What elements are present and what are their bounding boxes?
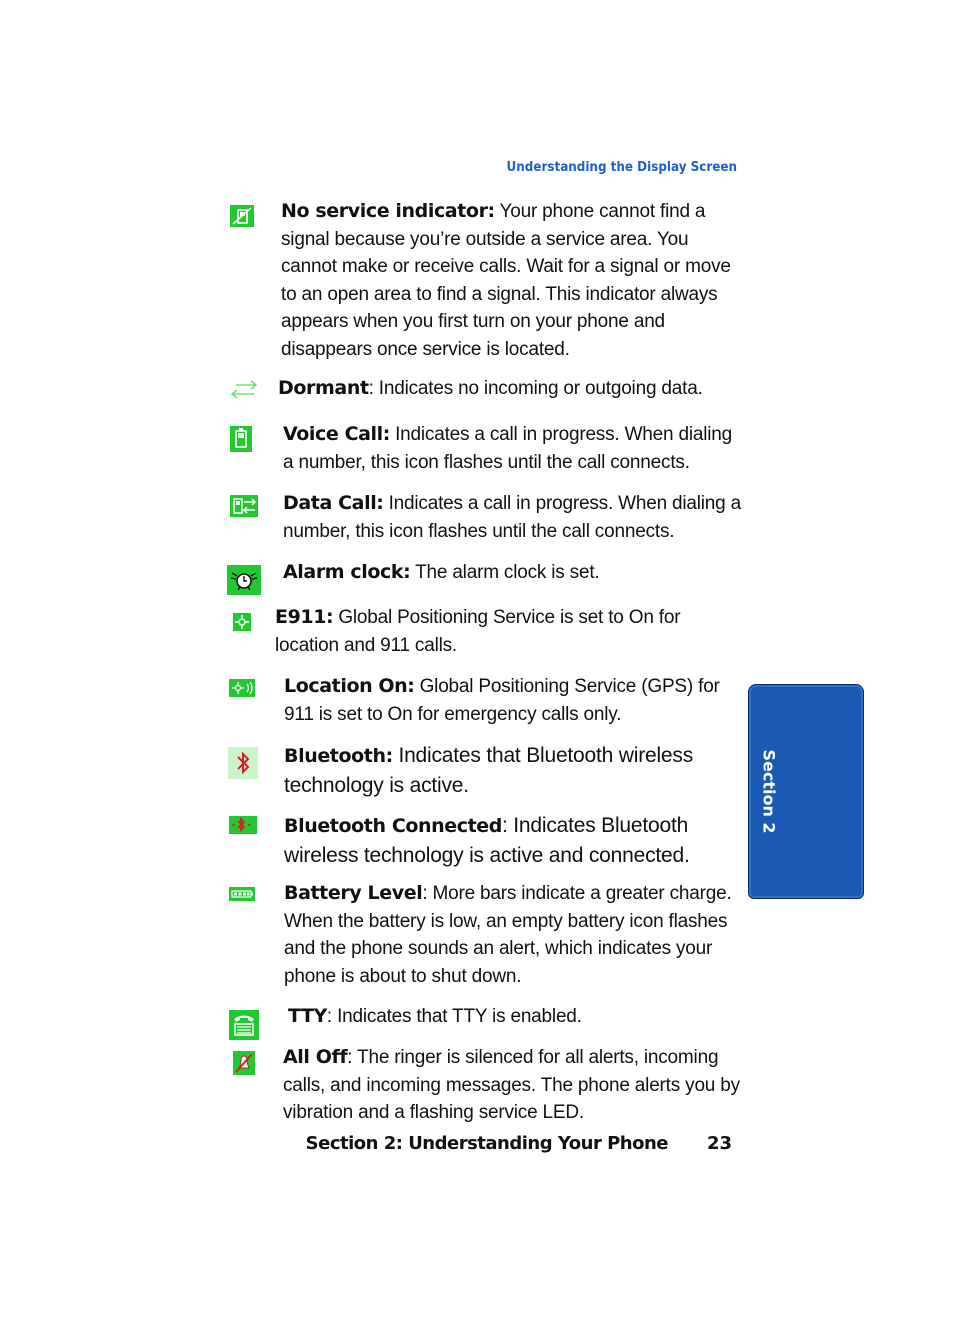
entry-term: TTY bbox=[288, 1005, 327, 1027]
dormant-arrows-icon bbox=[228, 378, 260, 402]
location-on-icon bbox=[228, 678, 256, 698]
entry-term: Alarm clock: bbox=[283, 561, 411, 583]
entry-term: E911: bbox=[275, 606, 334, 628]
entry-description: The alarm clock is set. bbox=[410, 562, 600, 583]
entry-description: : Indicates no incoming or outgoing data. bbox=[368, 378, 703, 399]
all-off-icon bbox=[232, 1050, 256, 1076]
entry-term: Bluetooth Connected bbox=[284, 815, 502, 837]
entry-description: Global Positioning Service (GPS) for 911 is set to On for emergency calls only. bbox=[284, 676, 720, 725]
running-header: Understanding the Display Screen bbox=[506, 160, 737, 175]
tty-icon bbox=[228, 1009, 260, 1041]
page-number: 23 bbox=[706, 1133, 732, 1154]
battery-level-icon bbox=[228, 886, 256, 902]
bluetooth-connected-icon bbox=[228, 815, 258, 835]
entry-description: : More bars indicate a greater charge. When the battery is low, an empty battery icon flashes and the phone sounds an alert, which indicates your phone is about to shut down. bbox=[284, 883, 732, 987]
data-call-icon bbox=[229, 494, 259, 518]
entry-term: Battery Level bbox=[284, 882, 423, 904]
entry-description: Indicates that Bluetooth wireless technology is active. bbox=[284, 744, 694, 797]
entry-term: All Off bbox=[283, 1046, 348, 1068]
entry-term: Bluetooth: bbox=[284, 745, 393, 767]
bluetooth-icon bbox=[227, 746, 259, 780]
footer-title: Section 2: Understanding Your Phone bbox=[305, 1133, 668, 1154]
alarm-clock-icon bbox=[226, 564, 262, 596]
section-tab bbox=[748, 684, 864, 899]
e911-icon bbox=[232, 612, 252, 632]
entry-term: Location On: bbox=[284, 675, 415, 697]
entry-term: Dormant bbox=[278, 377, 369, 399]
entry-description: Your phone cannot find a signal because you’re outside a service area. You cannot make or receive calls. Wait for a signal or move to an open area to find a signal. This indicator always appears when you first turn on your phone and disappears once service is located. bbox=[281, 201, 731, 360]
section-tab-label: Section 2 bbox=[759, 749, 779, 834]
entry-description: Indicates a call in progress. When dialing a number, this icon flashes until the call connects. bbox=[283, 424, 733, 473]
page-footer bbox=[280, 1133, 732, 1159]
entry-term: Data Call: bbox=[283, 492, 384, 514]
entry-description: : The ringer is silenced for all alerts, incoming calls, and incoming messages. The phone alerts you by vibration and a flashing service LED. bbox=[283, 1047, 740, 1123]
entry-term: No service indicator: bbox=[281, 200, 495, 222]
entry-description: : Indicates that TTY is enabled. bbox=[326, 1006, 582, 1027]
voice-call-icon bbox=[229, 425, 253, 453]
no-service-icon bbox=[229, 204, 255, 228]
entry-description: : Indicates Bluetooth wireless technology is active and connected. bbox=[284, 814, 690, 867]
entry-term: Voice Call: bbox=[283, 423, 390, 445]
entry-description: Indicates a call in progress. When dialing a number, this icon flashes until the call connects. bbox=[283, 493, 741, 542]
entry-description: Global Positioning Service is set to On for location and 911 calls. bbox=[275, 607, 681, 656]
